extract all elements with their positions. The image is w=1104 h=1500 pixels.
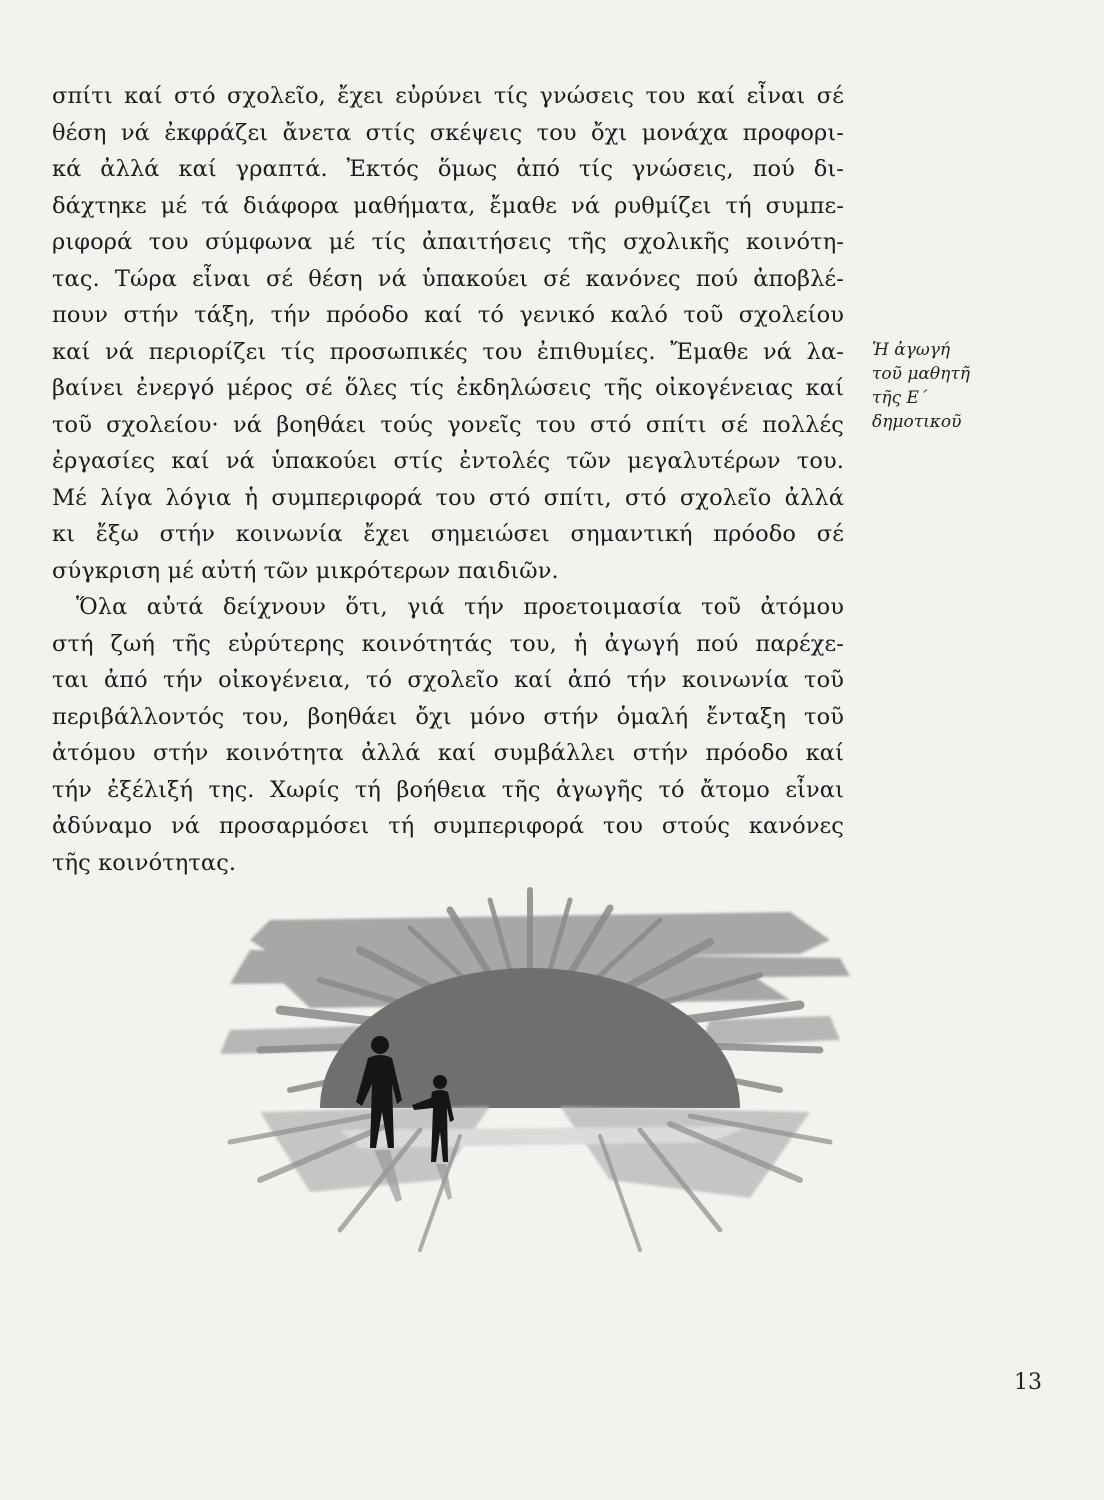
text-line: ται ἀπό τήν οἰκογένεια, τό σχολεῖο καί ἀπό τήν κοινωνία τοῦ	[52, 667, 844, 693]
text-line: περιβάλλοντός του, βοηθάει ὄχι μόνο στήν ὁμαλή ἔνταξη τοῦ	[52, 703, 844, 730]
text-line: πουν στήν τάξη, τήν πρόοδο καί τό γενικό καλό τοῦ σχολείου	[52, 302, 844, 328]
text-line: σύγκριση μέ αὐτή τῶν μικρότερων παιδιῶν.	[52, 557, 559, 584]
margin-note-line: τοῦ μαθητῆ	[872, 364, 970, 384]
text-line: Ὅλα αὐτά δείχνουν ὅτι, γιά τήν προετοιμασία τοῦ ἀτόμου	[76, 594, 844, 620]
text-line: τοῦ σχολείου· νά βοηθάει τούς γονεῖς του στό σπίτι σέ πολλές	[52, 411, 844, 438]
text-line: τήν ἐξέλιξή της. Χωρίς τή βοήθεια τῆς ἀγωγῆς τό ἄτομο εἶναι	[52, 776, 844, 803]
margin-note-line: δημοτικοῦ	[872, 412, 962, 432]
margin-note	[872, 338, 1032, 434]
page-number: 13	[1014, 1370, 1042, 1395]
text-line: τῆς κοινότητας.	[52, 849, 237, 876]
text-line: θέση νά ἐκφράζει ἄνετα στίς σκέψεις του ὄχι μονάχα προφορι-	[52, 119, 844, 146]
text-line: ἀτόμου στήν κοινότητα ἀλλά καί συμβάλλει στήν πρόοδο καί	[52, 740, 844, 766]
text-line: στή ζωή τῆς εὐρύτερης κοινότητάς του, ἡ ἀγωγή πού παρέχε-	[52, 630, 844, 657]
margin-note-line: τῆς Ε΄	[872, 388, 928, 408]
text-line: δάχτηκε μέ τά διάφορα μαθήματα, ἔμαθε νά ρυθμίζει τή συμπε-	[52, 192, 844, 219]
text-line: κι ἔξω στήν κοινωνία ἔχει σημειώσει σημαντική πρόοδο σέ	[52, 521, 844, 547]
sunset-illustration	[190, 880, 870, 1260]
margin-note-line: Ἡ ἀγωγή	[872, 340, 951, 360]
text-line: ἐργασίες καί νά ὑπακούει στίς ἐντολές τῶν μεγαλυτέρων του.	[52, 448, 844, 474]
text-line: βαίνει ἐνεργό μέρος σέ ὅλες τίς ἐκδηλώσεις τῆς οἰκογένειας καί	[52, 375, 844, 401]
text-line: τας. Τώρα εἶναι σέ θέση νά ὑπακούει σέ κανόνες πού ἀποβλέ-	[52, 265, 844, 292]
text-line: ἀδύναμο νά προσαρμόσει τή συμπεριφορά του στούς κανόνες	[52, 813, 844, 839]
text-line: κά ἀλλά καί γραπτά. Ἐκτός ὅμως ἀπό τίς γνώσεις, πού δι-	[52, 156, 844, 182]
text-line: Μέ λίγα λόγια ἡ συμπεριφορά του στό σπίτι, στό σχολεῖο ἀλλά	[52, 484, 844, 511]
text-line: σπίτι καί στό σχολεῖο, ἔχει εὐρύνει τίς γνώσεις του καί εἶναι σέ	[52, 83, 844, 109]
text-line: ριφορά του σύμφωνα μέ τίς ἀπαιτήσεις τῆς σχολικῆς κοινότη-	[52, 229, 844, 255]
body-text	[52, 78, 844, 881]
text-line: καί νά περιορίζει τίς προσωπικές του ἐπιθυμίες. Ἔμαθε νά λα-	[52, 338, 844, 365]
